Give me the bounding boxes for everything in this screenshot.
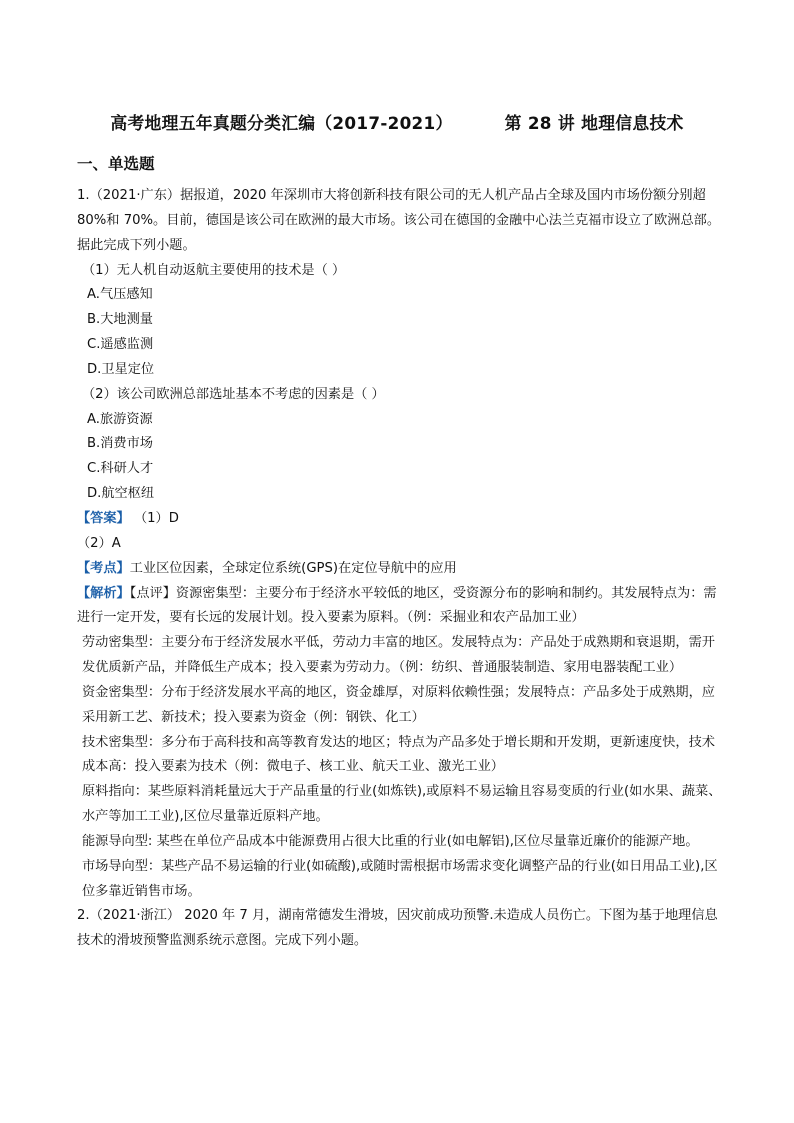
section-heading: 一、单选题 [77,155,155,173]
option-1b: B.大地测量 [87,312,153,328]
analysis-para-3: 资金密集型：分布于经济发展水平高的地区，资金雄厚，对原料依赖性强；发展特点：产品多处于成熟期，应采用新工艺、新技术；投入要素为资金（例：钢铁、化工） [82,684,715,725]
document-body [77,184,722,954]
subquestion-1: （1）无人机自动返航主要使用的技术是（ ） [82,262,346,278]
question-1-stem: 1.（2021·广东）据报道，2020 年深圳市大将创新科技有限公司的无人机产品占全球及国内市场份额分别超80%和 70%。目前，德国是该公司在欧洲的最大市场。该公司在德国的金融中心法兰克福市设立了欧洲总部。据此完成下列小题。 [77,188,721,253]
question-2-stem: 2.（2021·浙江） 2020 年 7 月，湖南常德发生滑坡，因灾前成功预警.未造成人员伤亡。下图为基于地理信息技术的滑坡预警监测系统示意图。完成下列小题。 [77,908,718,949]
option-2c: C.科研人才 [87,461,154,477]
document-title [0,110,794,134]
jiexi-label: 【解析】 [77,585,130,601]
option-2b: B.消费市场 [87,436,153,452]
analysis-para-1 [77,582,722,632]
answer-1: （1）D [133,510,179,526]
analysis-text-1: 资源密集型：主要分布于经济水平较低的地区，受资源分布的影响和制约。其发展特点为：需进行一定开发，要有长远的发展计划。投入要素为原料。（例：采掘业和农产品加工业） [77,585,717,626]
analysis-para-7: 市场导向型：某些产品不易运输的行业(如硫酸),或随时需根据市场需求变化调整产品的行业(如日用品工业),区位多靠近销售市场。 [82,858,718,899]
answer-label: 【答案】 [77,510,130,526]
subquestion-2: （2）该公司欧洲总部选址基本不考虑的因素是（ ） [82,386,385,402]
answer-2: （2）A [77,535,121,551]
option-1c: C.遥感监测 [87,337,154,353]
title-series: 高考地理五年真题分类汇编（2017-2021） [110,113,453,133]
option-1d: D.卫星定位 [87,361,155,377]
option-1a: A.气压感知 [87,287,153,303]
analysis-para-2: 劳动密集型：主要分布于经济发展水平低，劳动力丰富的地区。发展特点为：产品处于成熟期和衰退期，需开发优质新产品，并降低生产成本；投入要素为劳动力。（例：纺织、普通服装制造、家用电器装配工业） [82,635,715,676]
kaodian-text: 工业区位因素，全球定位系统(GPS)在定位导航中的应用 [129,560,457,576]
option-2a: A.旅游资源 [87,411,153,427]
kaodian-line [77,557,722,582]
analysis-para-6: 能源导向型: 某些在单位产品成本中能源费用占很大比重的行业(如电解铝),区位尽量靠近廉价的能源产地。 [82,833,699,849]
analysis-para-5: 原料指向：某些原料消耗量远大于产品重量的行业(如炼铁),或原料不易运输且容易变质的行业(如水果、蔬菜、水产等加工工业),区位尽量靠近原料产地。 [82,784,722,825]
answer-line [77,507,722,532]
dianping-label: 【点评】 [129,585,176,601]
option-2d: D.航空枢纽 [87,486,155,502]
analysis-para-4: 技术密集型：多分布于高科技和高等教育发达的地区；特点为产品多处于增长期和开发期，更新速度快，技术成本高：投入要素为技术（例：微电子、核工业、航天工业、激光工业） [82,734,715,775]
title-lecture: 第 28 讲 地理信息技术 [504,113,684,133]
kaodian-label: 【考点】 [77,560,130,576]
